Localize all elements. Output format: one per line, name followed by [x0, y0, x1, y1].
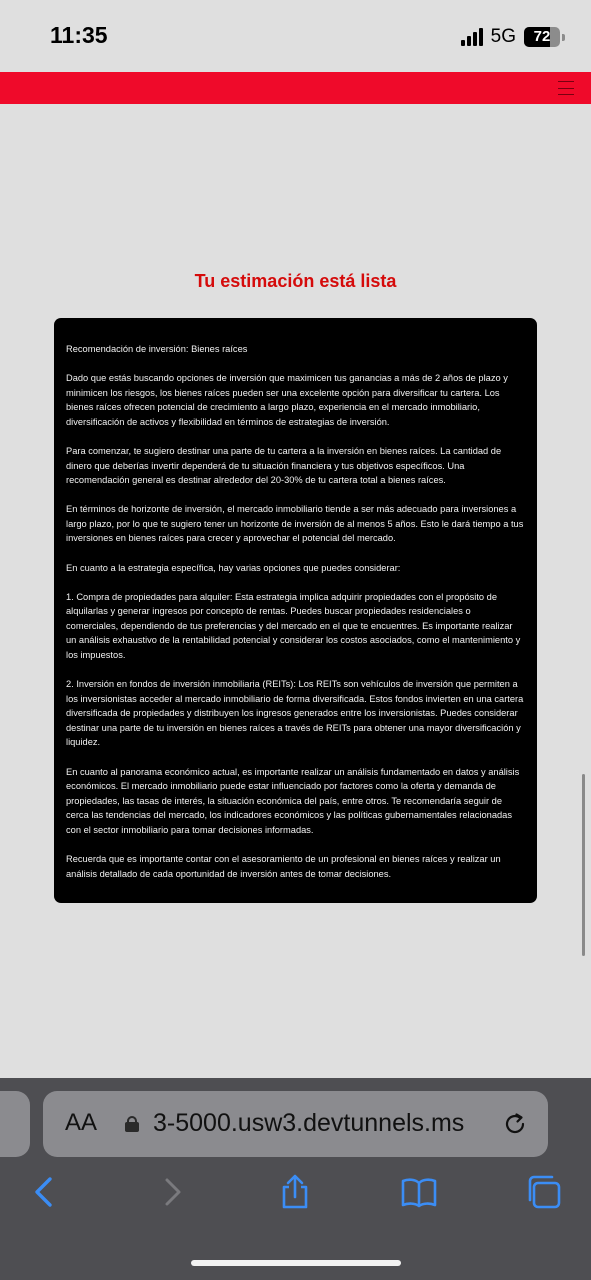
url-text[interactable]: 3-5000.usw3.devtunnels.ms [153, 1109, 465, 1137]
battery-icon [524, 27, 560, 47]
result-paragraph: Recuerda que es importante contar con el asesoramiento de un profesional en bienes raíces y realizar un análisis detallado de cada oportunidad de inversión antes de tomar decisiones. [66, 854, 501, 879]
toolbar-icons [0, 1174, 591, 1214]
battery-level: 72 [533, 28, 551, 45]
cellular-signal-icon [461, 28, 483, 46]
status-bar [0, 0, 591, 72]
result-paragraph: 1. Compra de propiedades para alquiler: Esta estrategia implica adquirir propiedades con el propósito de alquilarlas y generar ingresos por concepto de rentas. Puedes buscar propiedades residenciales o comerciales, dependiendo de tus preferencias y del mercado en el que te encuentres. Es importante realizar un análisis exhaustivo de la rentabilidad potencial y considerar los costos asociados, como el mantenimiento y los impuestos. [66, 591, 521, 660]
text-size-label: AA [65, 1109, 98, 1136]
text-size-button[interactable] [65, 1109, 97, 1137]
page-scrollbar[interactable] [582, 774, 585, 956]
battery-cap [562, 34, 565, 41]
network-type: 5G [490, 26, 516, 47]
page-title: Tu estimación está lista [194, 271, 397, 291]
result-paragraph: En términos de horizonte de inversión, el mercado inmobiliario tiende a ser más adecuado para inversiones a largo plazo, por lo que te sugiero tener un horizonte de inversión de al menos 5 años. Esto le dará tiempo a tus inversiones en bienes raíces para crecer y aprovechar el potencial del mercado. [66, 504, 524, 544]
status-indicators [461, 26, 565, 48]
browser-toolbar [0, 1078, 591, 1280]
home-indicator[interactable] [191, 1260, 401, 1266]
result-paragraph: En cuanto a la estrategia específica, hay varias opciones que puedes considerar: [66, 562, 401, 573]
hamburger-menu-icon[interactable] [558, 81, 574, 95]
result-paragraph: Para comenzar, te sugiero destinar una parte de tu cartera a la inversión en bienes raíces. La cantidad de dinero que deberías invertir dependerá de tu situación financiera y tus objetivos específicos. Una recomendación general es destinar alrededor del 20-30% de tu cartera total a bienes raíces. [66, 445, 502, 486]
previous-tab-preview[interactable] [0, 1091, 30, 1157]
forward-icon[interactable] [155, 1174, 191, 1210]
estimate-result-card [54, 318, 537, 903]
reload-icon[interactable] [502, 1111, 528, 1137]
back-icon[interactable] [26, 1174, 62, 1210]
bookmarks-icon[interactable] [401, 1174, 437, 1210]
lock-icon [125, 1116, 139, 1132]
tabs-icon[interactable] [526, 1174, 562, 1210]
site-header [0, 72, 591, 104]
result-paragraph: En cuanto al panorama económico actual, es importante realizar un análisis fundamentado en datos y análisis económicos. El mercado inmobiliario puede estar influenciado por factores como la oferta y demanda de propiedades, las tasas de interés, la situación económica del país, entre otros. Te recomendaría seguir de cerca las tendencias del mercado, los indicadores económicos y las políticas gubernamentales relacionadas con el sector inmobiliario para tomar decisiones informadas. [66, 766, 520, 835]
status-time: 11:35 [50, 22, 108, 48]
share-icon[interactable] [277, 1174, 313, 1210]
result-paragraph: 2. Inversión en fondos de inversión inmobiliaria (REITs): Los REITs son vehículos de inversión que permiten a los inversionistas acceder al mercado inmobiliario de forma diversificada. Estos fondos invierten en una cartera diversificada de propiedades y distribuyen los ingresos generados entre los inversionistas. Puedes considerar destinar una parte de tu inversión en bienes raíces a través de REITs para obtener una mayor diversificación y liquidez. [66, 679, 524, 748]
result-paragraph: Recomendación de inversión: Bienes raíces [66, 344, 248, 354]
result-paragraph: Dado que estás buscando opciones de inversión que maximicen tus ganancias a más de 2 años de plazo y minimicen los riesgos, los bienes raíces pueden ser una excelente opción para diversificar tu cartera. Los bienes raíces ofrecen potencial de crecimiento a largo plazo, experiencia en el mercado inmobiliario, diversificación de activos y flexibilidad en términos de estrategias de inversión. [66, 373, 508, 427]
address-bar[interactable] [43, 1091, 548, 1157]
